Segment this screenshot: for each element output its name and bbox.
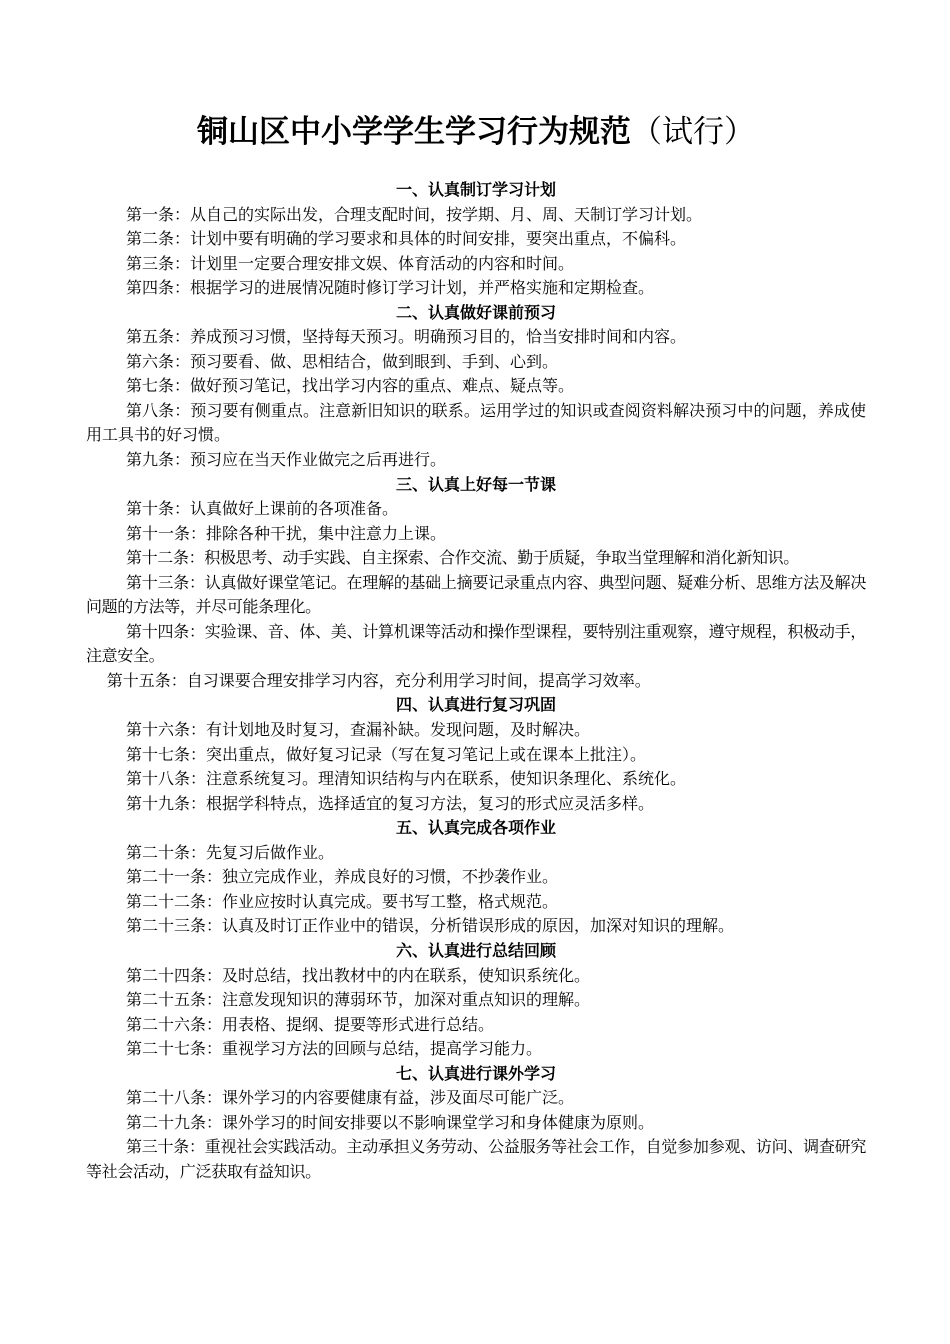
document-body <box>86 178 866 1184</box>
article-paragraph: 第三条：计划里一定要合理安排文娱、体育活动的内容和时间。 <box>126 253 575 273</box>
article-paragraph: 第十条：认真做好上课前的各项准备。 <box>126 499 399 519</box>
article-paragraph: 第一条：从自己的实际出发，合理支配时间，按学期、月、周、天制订学习计划。 <box>126 204 703 224</box>
article-paragraph: 第十三条：认真做好课堂笔记。在理解的基础上摘要记录重点内容、典型问题、疑难分析、思维方法及解决问题的方法等，并尽可能条理化。 <box>86 572 866 617</box>
article-paragraph: 第二十七条：重视学习方法的回顾与总结，提高学习能力。 <box>126 1039 543 1059</box>
section-heading: 四、认真进行复习巩固 <box>395 695 556 715</box>
section-heading: 七、认真进行课外学习 <box>395 1063 556 1083</box>
section-heading: 二、认真做好课前预习 <box>395 302 556 322</box>
article-paragraph: 第二条：计划中要有明确的学习要求和具体的时间安排，要突出重点，不偏科。 <box>126 229 687 249</box>
article-paragraph: 第二十三条：认真及时订正作业中的错误，分析错误形成的原因，加深对知识的理解。 <box>126 916 735 936</box>
document-title-suffix: （试行） <box>631 114 755 150</box>
article-paragraph: 第二十四条：及时总结，找出教材中的内在联系，使知识系统化。 <box>126 965 591 985</box>
article-paragraph: 第二十五条：注意发现知识的薄弱环节，加深对重点知识的理解。 <box>126 990 591 1010</box>
article-paragraph: 第三十条：重视社会实践活动。主动承担义务劳动、公益服务等社会工作，自觉参加参观、访问、调查研究等社会活动，广泛获取有益知识。 <box>86 1137 866 1181</box>
article-paragraph: 第十七条：突出重点，做好复习记录（写在复习笔记上或在课本上批注）。 <box>126 744 647 764</box>
article-paragraph: 第二十一条：独立完成作业，养成良好的习惯，不抄袭作业。 <box>126 867 559 887</box>
article-paragraph: 第十四条：实验课、音、体、美、计算机课等活动和操作型课程，要特别注重观察，遵守规程，积极动手，注意安全。 <box>86 621 866 666</box>
article-paragraph: 第十二条：积极思考、动手实践、自主探索、合作交流、勤于质疑，争取当堂理解和消化新知识。 <box>126 548 799 568</box>
article-paragraph: 第二十八条：课外学习的内容要健康有益，涉及面尽可能广泛。 <box>126 1088 575 1108</box>
article-paragraph: 第十一条：排除各种干扰，集中注意力上课。 <box>126 523 447 543</box>
article-paragraph: 第十八条：注意系统复习。理清知识结构与内在联系，使知识条理化、系统化。 <box>126 769 687 789</box>
article-paragraph: 第二十六条：用表格、提纲、提要等形式进行总结。 <box>126 1014 495 1034</box>
article-paragraph: 第五条：养成预习习惯，坚持每天预习。明确预习目的，恰当安排时间和内容。 <box>126 327 687 347</box>
article-paragraph: 第二十二条：作业应按时认真完成。要书写工整，格式规范。 <box>126 891 559 911</box>
document-title-main: 铜山区中小学学生学习行为规范 <box>197 114 631 150</box>
document-title <box>86 112 866 152</box>
article-paragraph: 第十六条：有计划地及时复习，查漏补缺。发现问题，及时解决。 <box>126 720 591 740</box>
section-heading: 三、认真上好每一节课 <box>395 474 556 494</box>
article-paragraph: 第十九条：根据学科特点，选择适宜的复习方法，复习的形式应灵活多样。 <box>126 793 655 813</box>
section-heading: 五、认真完成各项作业 <box>395 818 556 838</box>
article-paragraph: 第六条：预习要看、做、思相结合，做到眼到、手到、心到。 <box>126 351 559 371</box>
article-paragraph: 第四条：根据学习的进展情况随时修订学习计划，并严格实施和定期检查。 <box>126 278 655 298</box>
article-paragraph: 第二十九条：课外学习的时间安排要以不影响课堂学习和身体健康为原则。 <box>126 1112 655 1132</box>
section-heading: 一、认真制订学习计划 <box>395 180 556 199</box>
section-heading: 六、认真进行总结回顾 <box>395 940 556 960</box>
article-paragraph: 第二十条：先复习后做作业。 <box>126 842 335 862</box>
article-paragraph: 第八条：预习要有侧重点。注意新旧知识的联系。运用学过的知识或查阅资料解决预习中的问题，养成使用工具书的好习惯。 <box>86 400 866 445</box>
article-paragraph: 第九条：预习应在当天作业做完之后再进行。 <box>126 450 447 470</box>
article-paragraph: 第十五条：自习课要合理安排学习内容，充分利用学习时间，提高学习效率。 <box>106 670 651 690</box>
article-paragraph: 第七条：做好预习笔记，找出学习内容的重点、难点、疑点等。 <box>126 376 575 396</box>
